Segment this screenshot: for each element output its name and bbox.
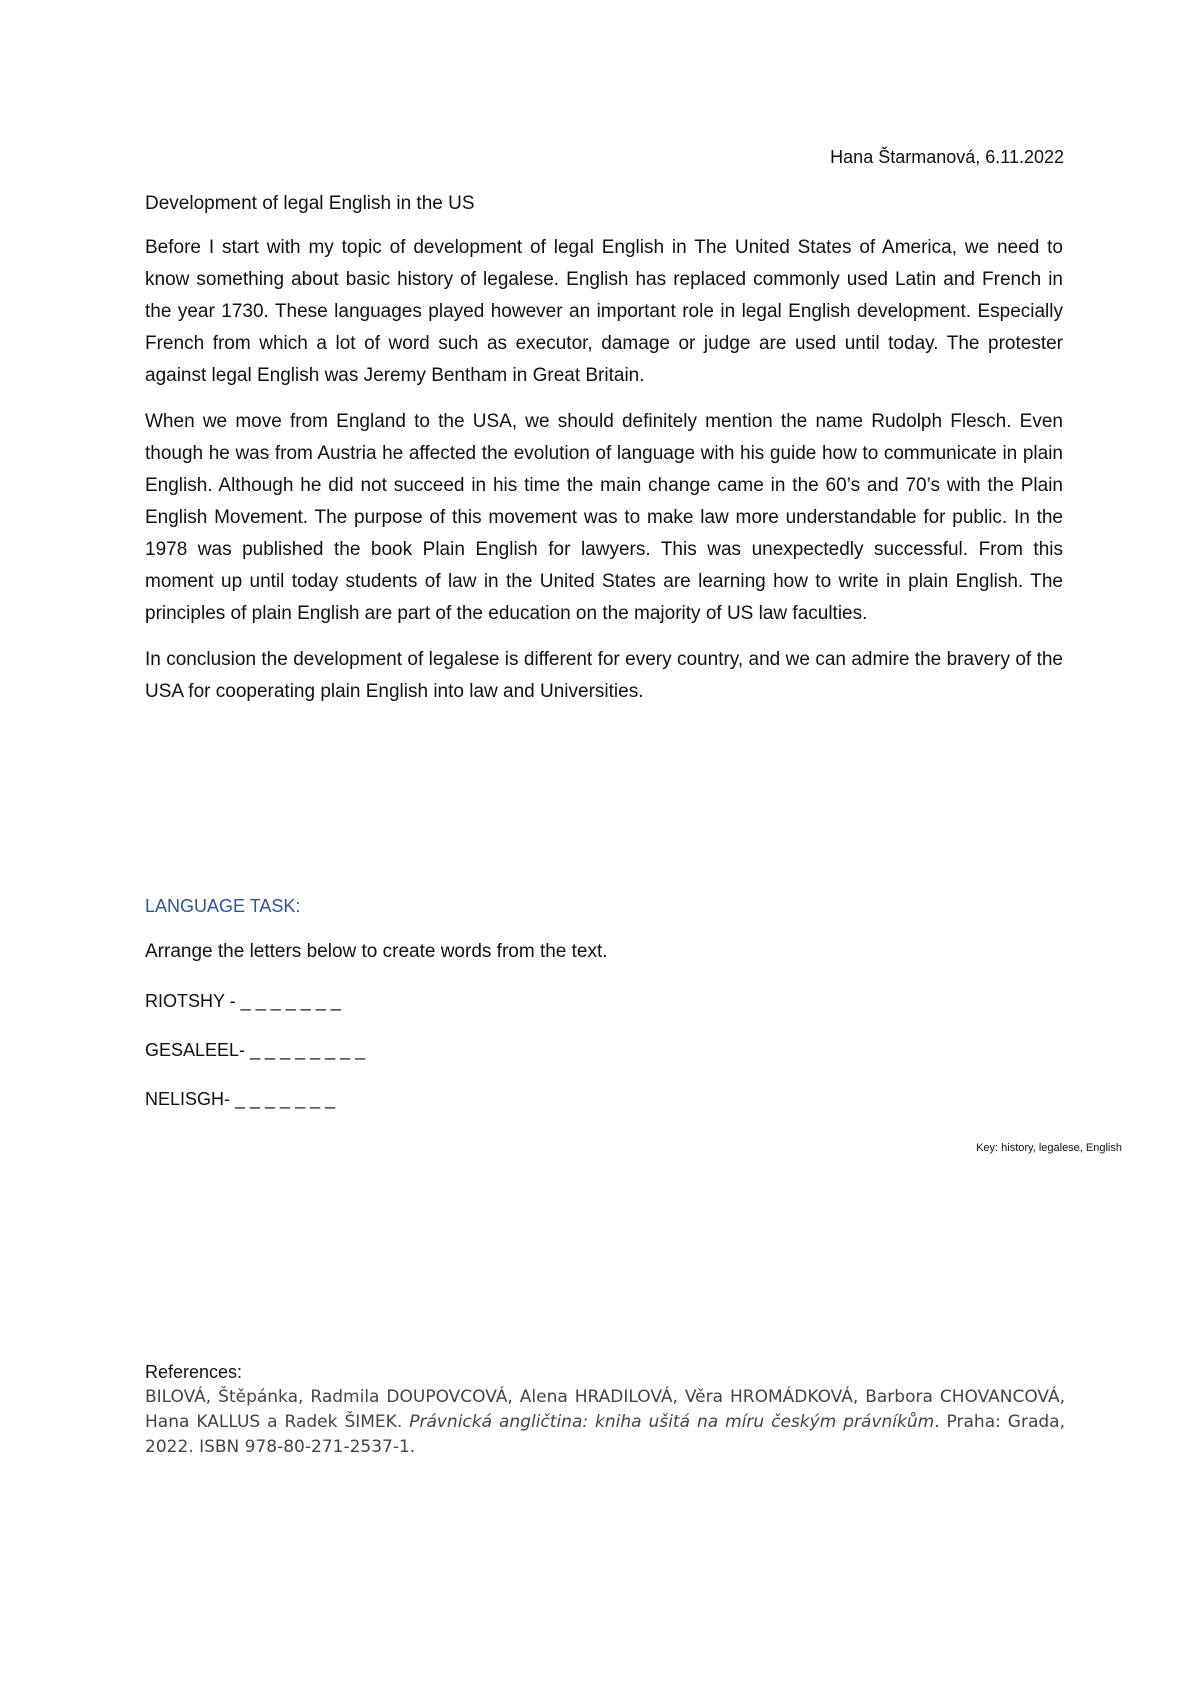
article-title: Development of legal English in the US [145, 193, 475, 214]
reference-entry [145, 1385, 1065, 1460]
reference-publication: . Praha: Grada, 2022. ISBN 978-80-271-2537-1. [145, 1412, 1066, 1457]
language-task-heading: LANGUAGE TASK: [145, 896, 301, 916]
task-item-nelisgh: NELISGH- _ _ _ _ _ _ _ [145, 1089, 336, 1109]
reference-authors: BILOVÁ, Štěpánka, Radmila DOUPOVCOVÁ, Alena HRADILOVÁ, Věra HROMÁDKOVÁ, Barbora CHOVANCOVÁ, Hana KALLUS a Radek ŠIMEK. [145, 1387, 1065, 1432]
paragraph-conclusion: In conclusion the development of legalese is different for every country, and we can admire the bravery of the USA for cooperating plain English into law and Universities. [145, 649, 1063, 702]
task-item-riotshy: RIOTSHY - _ _ _ _ _ _ _ [145, 991, 341, 1011]
task-item-gesaleel: GESALEEL- _ _ _ _ _ _ _ _ [145, 1040, 366, 1060]
language-task-instruction: Arrange the letters below to create words from the text. [145, 941, 608, 962]
author-date: Hana Štarmanová, 6.11.2022 [830, 147, 1064, 167]
references [145, 1360, 1065, 1460]
answer-key: Key: history, legalese, English [976, 1142, 1122, 1154]
article-body [145, 191, 1063, 722]
reference-book-title: Právnická angličtina: kniha ušitá na míru českým právníkům [409, 1412, 935, 1432]
paragraph-usa: When we move from England to the USA, we should definitely mention the name Rudolph Flesch. Even though he was from Austria he affected the evolution of language with his guide how to communicate in plain English. Although he did not succeed in his time the main change came in the 60’s and 70’s with the Plain English Movement. The purpose of this movement was to make law more understandable for public. In the 1978 was published the book Plain English for lawyers. This was unexpectedly successful. From this moment up until today students of law in the United States are learning how to write in plain English. The principles of plain English are part of the education on the majority of US law faculties. [145, 411, 1063, 624]
references-label: References: [145, 1362, 243, 1382]
language-task [145, 893, 1063, 1135]
paragraph-intro: Before I start with my topic of development of legal English in The United States of America, we need to know something about basic history of legalese. English has replaced commonly used Latin and French in the year 1730. These languages played however an important role in legal English development. Especially French from which a lot of word such as executor, damage or judge are used until today. The protester against legal English was Jeremy Bentham in Great Britain. [145, 237, 1063, 386]
